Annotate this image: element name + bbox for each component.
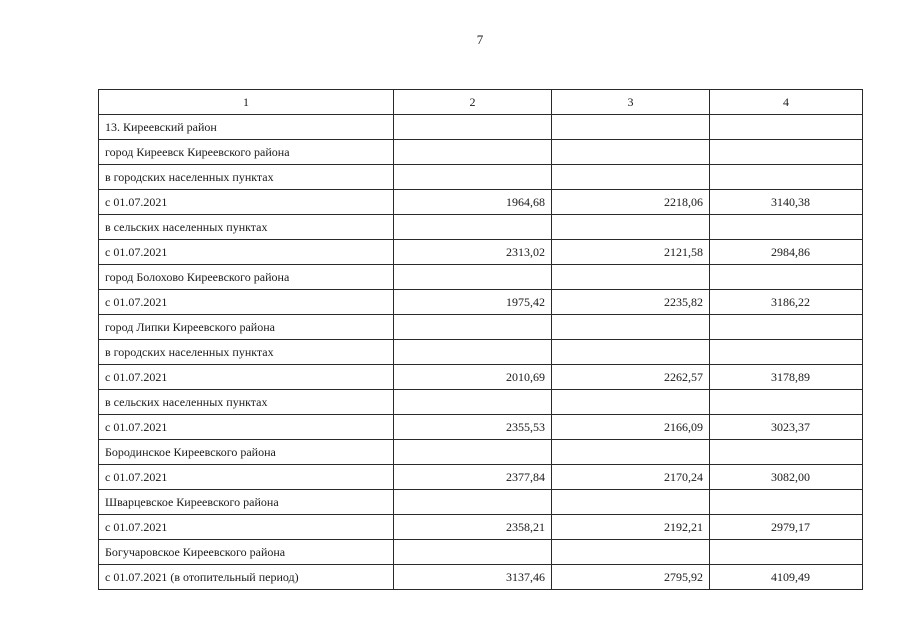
column-header-3: 3: [552, 90, 710, 115]
cell-value-col3: 2235,82: [552, 290, 710, 315]
cell-value-col2: [394, 390, 552, 415]
cell-value-col3: 2121,58: [552, 240, 710, 265]
table-row: [99, 515, 863, 540]
cell-value-col3: [552, 315, 710, 340]
cell-value-col4: 3140,38: [710, 190, 863, 215]
cell-value-col4: 4109,49: [710, 565, 863, 590]
cell-value-col2: [394, 340, 552, 365]
cell-value-col2: [394, 115, 552, 140]
table-row: [99, 565, 863, 590]
table-row: [99, 240, 863, 265]
cell-value-col3: 2170,24: [552, 465, 710, 490]
cell-value-col2: [394, 165, 552, 190]
cell-value-col4: [710, 265, 863, 290]
cell-value-col3: [552, 165, 710, 190]
cell-value-col2: [394, 140, 552, 165]
cell-value-col4: 3023,37: [710, 415, 863, 440]
cell-value-col4: [710, 215, 863, 240]
table-row: [99, 190, 863, 215]
table-row: [99, 315, 863, 340]
cell-value-col4: [710, 315, 863, 340]
cell-value-col2: 2010,69: [394, 365, 552, 390]
cell-value-col2: 2377,84: [394, 465, 552, 490]
cell-value-col4: 2979,17: [710, 515, 863, 540]
table-row: [99, 415, 863, 440]
cell-value-col2: [394, 540, 552, 565]
cell-value-col2: [394, 440, 552, 465]
row-label: с 01.07.2021: [99, 515, 394, 540]
cell-value-col3: 2262,57: [552, 365, 710, 390]
cell-value-col2: 3137,46: [394, 565, 552, 590]
table-row: [99, 465, 863, 490]
row-label: Бородинское Киреевского района: [99, 440, 394, 465]
table-row: [99, 540, 863, 565]
table-row: [99, 390, 863, 415]
cell-value-col4: [710, 165, 863, 190]
table-row: [99, 440, 863, 465]
cell-value-col3: 2192,21: [552, 515, 710, 540]
cell-value-col3: [552, 115, 710, 140]
cell-value-col4: 3178,89: [710, 365, 863, 390]
cell-value-col3: [552, 440, 710, 465]
table-body: [99, 115, 863, 590]
cell-value-col4: [710, 140, 863, 165]
cell-value-col4: [710, 490, 863, 515]
row-label: в сельских населенных пунктах: [99, 390, 394, 415]
tariff-table: [98, 89, 863, 590]
cell-value-col3: [552, 540, 710, 565]
cell-value-col2: 2355,53: [394, 415, 552, 440]
cell-value-col4: 3186,22: [710, 290, 863, 315]
column-header-2: 2: [394, 90, 552, 115]
cell-value-col4: 2984,86: [710, 240, 863, 265]
row-label: 13. Киреевский район: [99, 115, 394, 140]
cell-value-col3: 2795,92: [552, 565, 710, 590]
table-row: [99, 115, 863, 140]
cell-value-col2: [394, 265, 552, 290]
row-label: с 01.07.2021: [99, 240, 394, 265]
cell-value-col4: [710, 540, 863, 565]
cell-value-col2: [394, 315, 552, 340]
table-row: [99, 490, 863, 515]
cell-value-col4: 3082,00: [710, 465, 863, 490]
table-row: [99, 340, 863, 365]
row-label: в городских населенных пунктах: [99, 165, 394, 190]
cell-value-col3: [552, 215, 710, 240]
cell-value-col2: 2358,21: [394, 515, 552, 540]
cell-value-col3: [552, 490, 710, 515]
cell-value-col2: [394, 215, 552, 240]
row-label: с 01.07.2021: [99, 415, 394, 440]
cell-value-col3: 2166,09: [552, 415, 710, 440]
table-row: [99, 290, 863, 315]
row-label: с 01.07.2021: [99, 290, 394, 315]
cell-value-col2: 1964,68: [394, 190, 552, 215]
column-header-1: 1: [99, 90, 394, 115]
row-label: город Киреевск Киреевского района: [99, 140, 394, 165]
cell-value-col2: [394, 490, 552, 515]
cell-value-col3: [552, 390, 710, 415]
cell-value-col4: [710, 390, 863, 415]
row-label: с 01.07.2021 (в отопительный период): [99, 565, 394, 590]
row-label: в городских населенных пунктах: [99, 340, 394, 365]
cell-value-col2: 1975,42: [394, 290, 552, 315]
table-row: [99, 215, 863, 240]
row-label: Богучаровское Киреевского района: [99, 540, 394, 565]
cell-value-col3: [552, 140, 710, 165]
table-header-row: [99, 90, 863, 115]
row-label: с 01.07.2021: [99, 465, 394, 490]
cell-value-col4: [710, 340, 863, 365]
table-row: [99, 140, 863, 165]
cell-value-col3: 2218,06: [552, 190, 710, 215]
table-row: [99, 165, 863, 190]
page-number: 7: [476, 32, 484, 47]
cell-value-col2: 2313,02: [394, 240, 552, 265]
row-label: в сельских населенных пунктах: [99, 215, 394, 240]
cell-value-col4: [710, 440, 863, 465]
table-row: [99, 365, 863, 390]
row-label: с 01.07.2021: [99, 365, 394, 390]
row-label: с 01.07.2021: [99, 190, 394, 215]
table-row: [99, 265, 863, 290]
column-header-4: 4: [710, 90, 863, 115]
cell-value-col3: [552, 340, 710, 365]
row-label: город Болохово Киреевского района: [99, 265, 394, 290]
row-label: Шварцевское Киреевского района: [99, 490, 394, 515]
cell-value-col4: [710, 115, 863, 140]
cell-value-col3: [552, 265, 710, 290]
row-label: город Липки Киреевского района: [99, 315, 394, 340]
